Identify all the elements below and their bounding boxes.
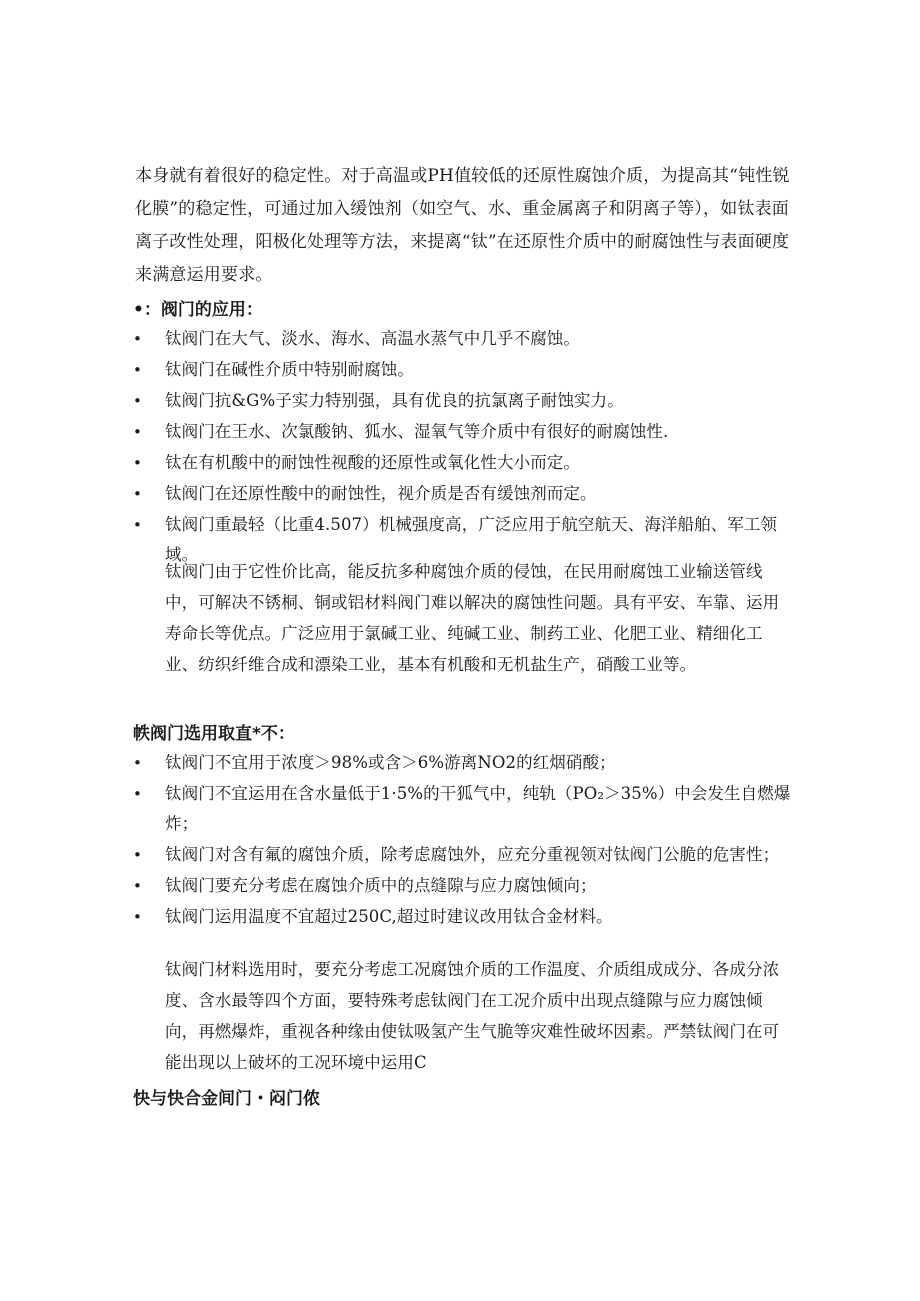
intro-paragraph: 本身就有着很好的稳定性。对于高温或PH值较低的还原性腐蚀介质，为提高其“钝性锐化膜”的稳定性，可通过加入缓蚀剂（如空气、水、重金属离子和阴离子等），如钛表面离子改性处理，阳极化处理等方法，来提离“钛”在还原性介质中的耐腐蚀性与表面硬度来满意运用要求。 [135,166,790,285]
list-item: • 钛阀门要充分考虑在腐蚀介质中的点缝隙与应力腐蚀倾向； [133,871,798,901]
section-heading-valve-applications: •：阀门的应用： [133,300,263,320]
list-item: • 钛阀门抗&G%子实力特别强，具有优良的抗氯离子耐蚀实力。 [133,386,798,416]
bullet-icon: • [133,846,142,864]
selection-list [133,748,798,933]
bullet-icon: • [133,423,142,441]
bullet-icon: • [133,392,142,410]
applications-list [133,324,798,571]
list-item: • 钛阀门不宜运用在含水量低于1·5%的干狐气中，纯轨（PO₂＞35%）中会发生自燃爆炸； [133,779,798,839]
section-heading-selection-notes: 帙阀门选用取直*不： [133,724,295,744]
selection-paragraph: 钛阀门材料选用时，要充分考虑工况腐蚀介质的工作温度、介质组成成分、各成分浓度、含水最等四个方面，要特殊考虑钛阀门在工况介质中出现点缝隙与应力腐蚀倾向，再燃爆炸，重视各种缘由使钛吸氢产生气脆等灾难性破坏因素。严禁钛阀门在可能出现以上破坏的工况环境中运用C [165,960,780,1072]
bullet-icon: • [133,454,142,472]
list-item: • 钛阀门重最轻（比重4.507）机械强度高，广泛应用于航空航天、海洋船舶、军工领域。 [133,510,798,570]
list-item: • 钛阀门在王水、次氯酸钠、狐水、湿氧气等介质中有很好的耐腐蚀性. [133,417,798,447]
bullet-icon: • [133,908,142,926]
list-item: • 钛阀门在还原性酸中的耐蚀性，视介质是否有缓蚀剂而定。 [133,479,798,509]
bullet-icon: • [133,785,142,803]
section-heading-titanium-alloy: 快与快合金间门・闷门侬 [133,1089,320,1109]
list-item: • 钛阀门运用温度不宜超过250C,超过时建议改用钛合金材料。 [133,902,798,932]
list-item: • 钛阀门在大气、淡水、海水、高温水蒸气中几乎不腐蚀。 [133,324,798,354]
list-item: • 钛在有机酸中的耐蚀性视酸的还原性或氧化性大小而定。 [133,448,798,478]
applications-paragraph: 钛阀门由于它性价比高，能反抗多种腐蚀介质的侵蚀，在民用耐腐蚀工业输送管线中，可解决不锈桐、铜或铝材料阀门难以解决的腐蚀性问题。具有平安、车靠、运用寿命长等优点。广泛应用于氯碱工业、纯碱工业、制药工业、化肥工业、精细化工业、纺织纤维合成和漂染工业，基本有机酸和无机盐生产，硝酸工业等。 [165,562,780,674]
list-item: • 钛阀门不宜用于浓度＞98%或含＞6%游离NO2的红烟硝酸； [133,748,798,778]
list-item: • 钛阀门对含有氟的腐蚀介质，除考虑腐蚀外，应充分重视领对钛阀门公脆的危害性； [133,840,798,870]
bullet-icon: • [133,516,142,534]
bullet-icon: • [133,330,142,348]
bullet-icon: • [133,754,142,772]
bullet-icon: • [133,877,142,895]
bullet-icon: • [133,485,142,503]
bullet-icon: • [133,361,142,379]
list-item: • 钛阀门在碱性介质中特别耐腐蚀。 [133,355,798,385]
